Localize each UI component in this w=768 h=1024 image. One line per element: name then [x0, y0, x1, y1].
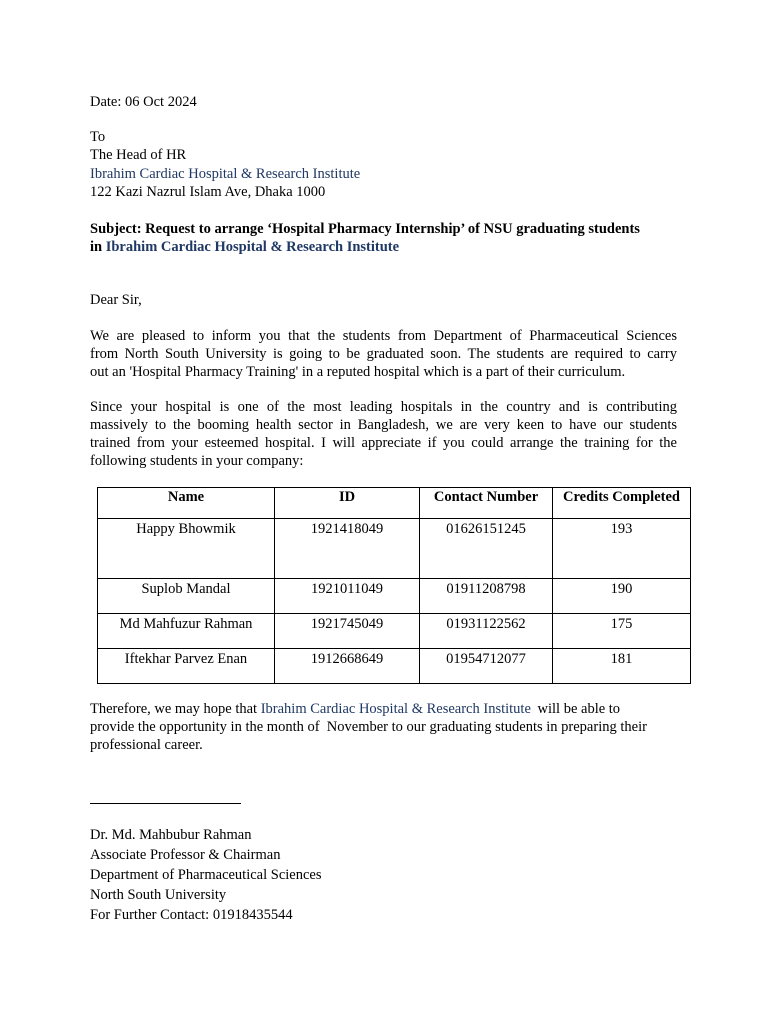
- paragraph-2: [90, 398, 677, 470]
- cell-name: Iftekhar Parvez Enan: [98, 649, 275, 684]
- cell-credits: 193: [553, 519, 691, 579]
- header-credits: Credits Completed: [553, 488, 691, 519]
- recipient-title: The Head of HR: [90, 147, 187, 163]
- students-table: [97, 487, 691, 684]
- paragraph-1-line: We are pleased to inform you that the students from Department of Pharmaceutical Sciences: [90, 328, 677, 344]
- cell-contact: 01931122562: [420, 614, 553, 649]
- paragraph-1-line: from North South University is going to be graduated soon. The students are required to carry: [90, 346, 677, 362]
- cell-contact: 01626151245: [420, 519, 553, 579]
- header-id: ID: [275, 488, 420, 519]
- closing-line-3: professional career.: [90, 737, 203, 753]
- table-row: [98, 519, 691, 579]
- paragraph-1-line: out an 'Hospital Pharmacy Training' in a reputed hospital which is a part of their curriculum.: [90, 364, 626, 380]
- header-name: Name: [98, 488, 275, 519]
- paragraph-2-line: trained from your esteemed hospital. I will appreciate if you could arrange the training for the: [90, 435, 677, 451]
- signatory-contact: For Further Contact: 01918435544: [90, 907, 293, 923]
- letter-date: Date: 06 Oct 2024: [90, 94, 197, 110]
- cell-id: 1912668649: [275, 649, 420, 684]
- cell-id: 1921745049: [275, 614, 420, 649]
- closing-prefix: Therefore, we may hope that: [90, 701, 258, 717]
- paragraph-2-line: following students in your company:: [90, 453, 304, 469]
- subject-prefix: in: [90, 239, 103, 255]
- cell-name: Md Mahfuzur Rahman: [98, 614, 275, 649]
- cell-contact: 01954712077: [420, 649, 553, 684]
- cell-name: Happy Bhowmik: [98, 519, 275, 579]
- table-row: [98, 614, 691, 649]
- recipient-address: 122 Kazi Nazrul Islam Ave, Dhaka 1000: [90, 184, 326, 200]
- recipient-hospital: Ibrahim Cardiac Hospital & Research Institute: [90, 166, 361, 182]
- cell-id: 1921418049: [275, 519, 420, 579]
- salutation: Dear Sir,: [90, 292, 142, 308]
- to-label: To: [90, 129, 106, 145]
- cell-name: Suplob Mandal: [98, 579, 275, 614]
- signatory-name: Dr. Md. Mahbubur Rahman: [90, 827, 252, 843]
- closing-hospital: Ibrahim Cardiac Hospital & Research Institute: [260, 701, 531, 717]
- header-contact: Contact Number: [420, 488, 553, 519]
- cell-credits: 181: [553, 649, 691, 684]
- closing-line-2: provide the opportunity in the month of November to our graduating students in preparing their: [90, 719, 647, 735]
- paragraph-2-line: Since your hospital is one of the most leading hospitals in the country and is contributing: [90, 399, 677, 415]
- signatory-department: Department of Pharmaceutical Sciences: [90, 867, 322, 883]
- subject-line-2: [90, 238, 399, 256]
- signatory-university: North South University: [90, 887, 227, 903]
- paragraph-2-line: massively to the booming health sector in Bangladesh, we are very keen to have our students: [90, 417, 677, 433]
- signatory-position: Associate Professor & Chairman: [90, 847, 281, 863]
- cell-contact: 01911208798: [420, 579, 553, 614]
- table-row: [98, 649, 691, 684]
- cell-credits: 190: [553, 579, 691, 614]
- cell-credits: 175: [553, 614, 691, 649]
- closing-suffix: will be able to: [537, 701, 621, 717]
- table-header-row: [98, 488, 691, 519]
- signature-line: [90, 803, 241, 804]
- subject-line-1: Subject: Request to arrange ‘Hospital Pharmacy Internship’ of NSU graduating students: [90, 221, 640, 237]
- paragraph-1: [90, 327, 677, 381]
- subject-hospital: Ibrahim Cardiac Hospital & Research Institute: [105, 239, 400, 255]
- closing-line-1: [90, 700, 620, 718]
- cell-id: 1921011049: [275, 579, 420, 614]
- table-row: [98, 579, 691, 614]
